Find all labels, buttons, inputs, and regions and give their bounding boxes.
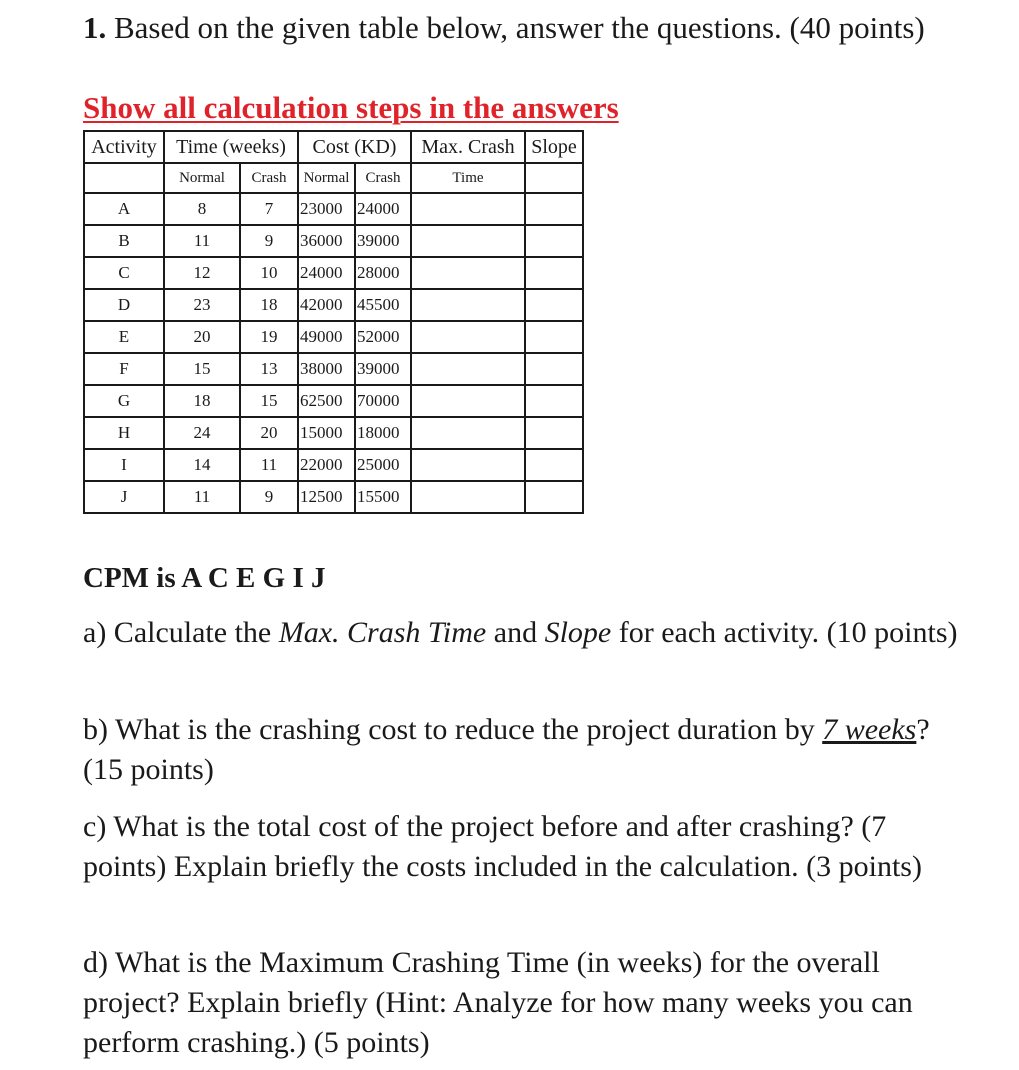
cell-time-crash: 20 <box>240 417 298 449</box>
cell-slope <box>525 289 583 321</box>
cell-time-crash: 19 <box>240 321 298 353</box>
cell-time-normal: 11 <box>164 225 240 257</box>
cell-time-crash: 15 <box>240 385 298 417</box>
subheader-cost-normal: Normal <box>298 163 355 193</box>
cell-time-normal: 15 <box>164 353 240 385</box>
cell-activity: E <box>84 321 164 353</box>
table-header-row <box>84 131 583 163</box>
cell-slope <box>525 321 583 353</box>
subheader-blank-1 <box>84 163 164 193</box>
cell-cost-normal: 49000 <box>298 321 355 353</box>
table-row <box>84 353 583 385</box>
cell-time-crash: 10 <box>240 257 298 289</box>
part-b-suffix: ? (15 points) <box>83 713 930 786</box>
cell-cost-crash: 52000 <box>355 321 411 353</box>
cell-cost-crash: 28000 <box>355 257 411 289</box>
cell-activity: I <box>84 449 164 481</box>
cell-activity: G <box>84 385 164 417</box>
cell-time-normal: 11 <box>164 481 240 513</box>
part-a-suffix: for each activity. (10 points) <box>611 616 958 649</box>
cell-cost-normal: 24000 <box>298 257 355 289</box>
part-a-mid: and <box>486 616 545 649</box>
cell-cost-crash: 24000 <box>355 193 411 225</box>
instruction-text: Show all calculation steps in the answers <box>83 90 619 125</box>
subheader-max-crash-time: Time <box>411 163 525 193</box>
cell-time-normal: 20 <box>164 321 240 353</box>
activity-table <box>83 130 584 514</box>
cell-slope <box>525 193 583 225</box>
table-row <box>84 257 583 289</box>
cell-slope <box>525 417 583 449</box>
header-slope: Slope <box>525 131 583 163</box>
cell-cost-normal: 42000 <box>298 289 355 321</box>
cell-cost-crash: 25000 <box>355 449 411 481</box>
cell-activity: B <box>84 225 164 257</box>
cell-time-normal: 8 <box>164 193 240 225</box>
cell-max-crash-time <box>411 289 525 321</box>
part-a-slope: Slope <box>544 616 612 649</box>
cell-max-crash-time <box>411 449 525 481</box>
table-row <box>84 321 583 353</box>
cell-slope <box>525 385 583 417</box>
question-part-b <box>83 710 963 790</box>
cell-activity: J <box>84 481 164 513</box>
table-row <box>84 289 583 321</box>
table-subheader-row <box>84 163 583 193</box>
cell-max-crash-time <box>411 481 525 513</box>
question-title <box>83 8 963 47</box>
subheader-time-normal: Normal <box>164 163 240 193</box>
cell-slope <box>525 481 583 513</box>
part-b-duration: 7 weeks <box>822 713 917 746</box>
cell-max-crash-time <box>411 385 525 417</box>
cell-max-crash-time <box>411 417 525 449</box>
cell-cost-crash: 39000 <box>355 353 411 385</box>
subheader-blank-2 <box>525 163 583 193</box>
cell-time-crash: 13 <box>240 353 298 385</box>
cell-activity: D <box>84 289 164 321</box>
subheader-cost-crash: Crash <box>355 163 411 193</box>
cell-cost-crash: 45500 <box>355 289 411 321</box>
question-part-d: d) What is the Maximum Crashing Time (in weeks) for the overall project? Explain briefly (Hint: Analyze for how many weeks you can perform crashing.) (5 points) <box>83 946 913 1059</box>
cell-cost-normal: 36000 <box>298 225 355 257</box>
cell-cost-normal: 62500 <box>298 385 355 417</box>
cell-max-crash-time <box>411 353 525 385</box>
cell-cost-crash: 15500 <box>355 481 411 513</box>
cell-time-normal: 24 <box>164 417 240 449</box>
cell-cost-normal: 15000 <box>298 417 355 449</box>
cell-max-crash-time <box>411 257 525 289</box>
subheader-time-crash: Crash <box>240 163 298 193</box>
cell-cost-normal: 23000 <box>298 193 355 225</box>
cell-slope <box>525 225 583 257</box>
question-text: Based on the given table below, answer the questions. (40 points) <box>114 10 925 45</box>
cell-cost-crash: 18000 <box>355 417 411 449</box>
part-b-prefix: b) What is the crashing cost to reduce the project duration by <box>83 713 823 746</box>
cell-time-crash: 7 <box>240 193 298 225</box>
cell-time-crash: 11 <box>240 449 298 481</box>
header-max-crash: Max. Crash <box>411 131 525 163</box>
cell-max-crash-time <box>411 193 525 225</box>
cell-time-normal: 14 <box>164 449 240 481</box>
header-time: Time (weeks) <box>164 131 298 163</box>
cell-time-crash: 18 <box>240 289 298 321</box>
cell-activity: C <box>84 257 164 289</box>
cell-activity: H <box>84 417 164 449</box>
cell-cost-crash: 39000 <box>355 225 411 257</box>
table-row <box>84 385 583 417</box>
cell-time-crash: 9 <box>240 481 298 513</box>
table-row <box>84 225 583 257</box>
cell-slope <box>525 257 583 289</box>
question-part-a <box>83 613 963 653</box>
cell-time-normal: 12 <box>164 257 240 289</box>
table-row <box>84 481 583 513</box>
cell-slope <box>525 353 583 385</box>
cell-cost-normal: 22000 <box>298 449 355 481</box>
question-number: 1. <box>83 10 107 45</box>
cell-time-normal: 23 <box>164 289 240 321</box>
cell-activity: A <box>84 193 164 225</box>
cell-cost-normal: 12500 <box>298 481 355 513</box>
table-row <box>84 417 583 449</box>
question-part-c: c) What is the total cost of the project before and after crashing? (7 points) Explain briefly the costs included in the calculation. (3 points) <box>83 810 922 883</box>
cell-slope <box>525 449 583 481</box>
cell-activity: F <box>84 353 164 385</box>
header-activity: Activity <box>84 131 164 163</box>
cell-time-normal: 18 <box>164 385 240 417</box>
cell-max-crash-time <box>411 225 525 257</box>
cpm-statement: CPM is A C E G I J <box>83 562 326 594</box>
part-a-max-crash-time: Max. Crash Time <box>278 616 487 649</box>
cell-cost-normal: 38000 <box>298 353 355 385</box>
cell-cost-crash: 70000 <box>355 385 411 417</box>
part-a-prefix: a) Calculate the <box>83 616 279 649</box>
cell-max-crash-time <box>411 321 525 353</box>
table-row <box>84 193 583 225</box>
header-cost: Cost (KD) <box>298 131 411 163</box>
cell-time-crash: 9 <box>240 225 298 257</box>
table-row <box>84 449 583 481</box>
